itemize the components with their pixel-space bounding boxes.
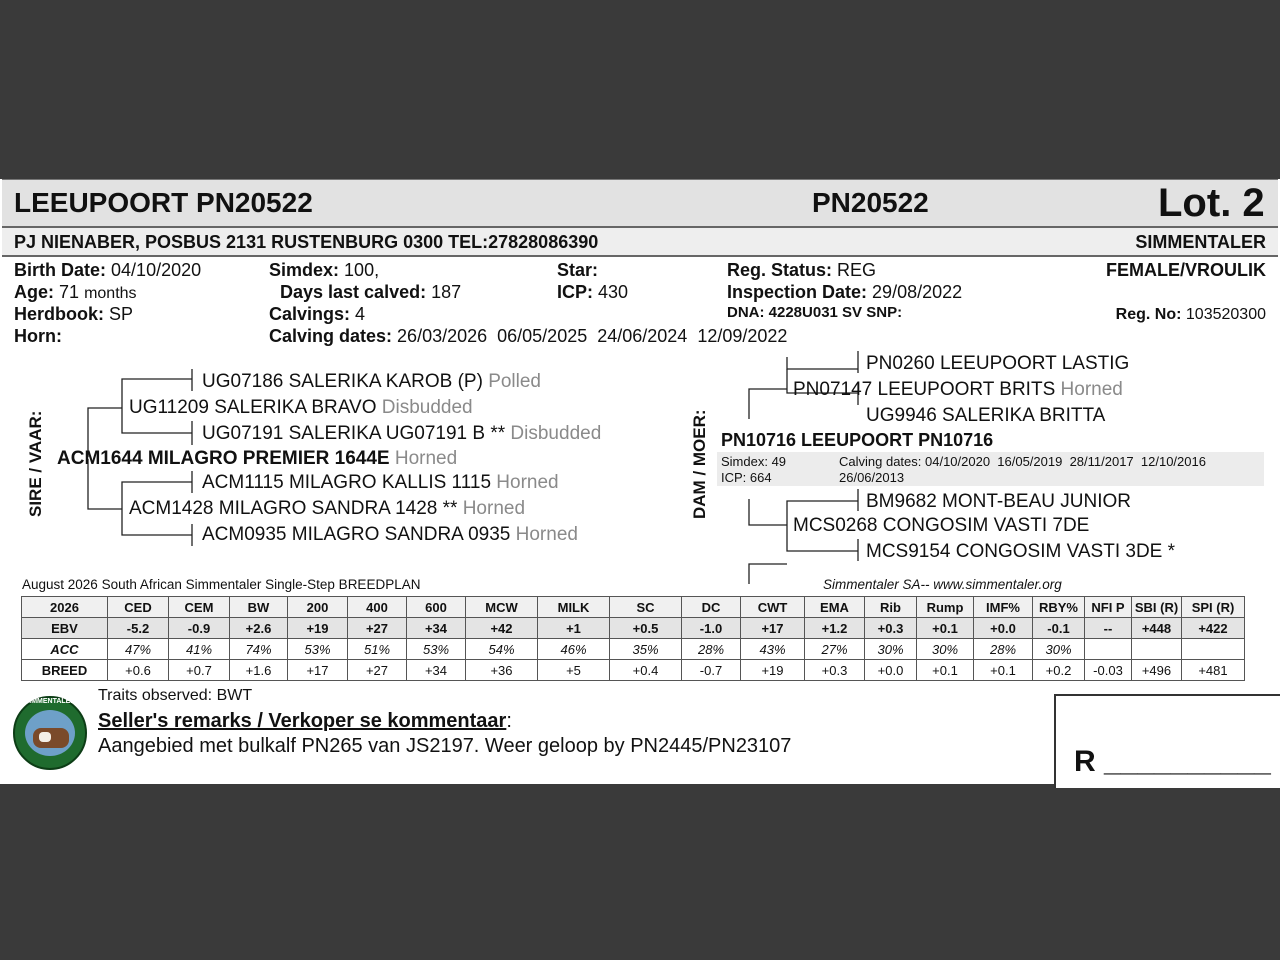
dam-sire-dam: UG9946 SALERIKA BRITTA — [866, 405, 1106, 426]
ebv-cell: +0.4 — [610, 660, 682, 681]
calvings: Calvings: 4 — [269, 304, 366, 324]
inspection-date: Inspection Date: 29/08/2022 — [727, 282, 963, 302]
dam-sire: PN07147 LEEUPOORT BRITS Horned — [793, 379, 1123, 400]
ebv-cell: +0.1 — [974, 660, 1033, 681]
traits-observed: Traits observed: BWT — [98, 687, 253, 704]
row-label: BREED — [22, 660, 108, 681]
ebv-cell: 43% — [741, 639, 805, 660]
ebv-cell: +34 — [407, 618, 466, 639]
ebv-cell: 51% — [348, 639, 407, 660]
sex: FEMALE/VROULIK — [1106, 260, 1266, 280]
sire-dam-sire: ACM1115 MILAGRO KALLIS 1115 Horned — [202, 472, 559, 493]
dam-calving-dates-cont: 26/06/2013 — [839, 470, 905, 485]
ebv-cell: 200 — [288, 597, 348, 618]
ebv-cell: DC — [682, 597, 741, 618]
ebv-cell: -1.0 — [682, 618, 741, 639]
ebv-cell — [1132, 639, 1182, 660]
ebv-cell: +0.3 — [865, 618, 917, 639]
ebv-cell: MILK — [538, 597, 610, 618]
lot-card — [0, 179, 1280, 784]
ebv-cell — [1182, 639, 1245, 660]
ebv-cell: Rump — [917, 597, 974, 618]
ebv-cell: 27% — [805, 639, 865, 660]
sire: ACM1644 MILAGRO PREMIER 1644E Horned — [57, 448, 458, 469]
ebv-cell: 46% — [538, 639, 610, 660]
ebv-cell: +0.0 — [974, 618, 1033, 639]
ebv-cell: +422 — [1182, 618, 1245, 639]
ebv-table — [21, 596, 1245, 681]
ebv-cell: SBI (R) — [1132, 597, 1182, 618]
dam-icp: ICP: 664 — [721, 470, 772, 485]
ebv-header-row — [22, 597, 1245, 618]
dam-dam-sire: BM9682 MONT-BEAU JUNIOR — [866, 491, 1131, 512]
ebv-cell: 53% — [407, 639, 466, 660]
ebv-cell: +0.3 — [805, 660, 865, 681]
ebv-cell: 47% — [108, 639, 169, 660]
reg-no: Reg. No: 103520300 — [1115, 306, 1266, 323]
ebv-cell: +1.2 — [805, 618, 865, 639]
ebv-cell: BW — [230, 597, 288, 618]
ebv-cell: +0.2 — [1033, 660, 1085, 681]
ebv-cell: MCW — [466, 597, 538, 618]
ebv-cell: +5 — [538, 660, 610, 681]
ebv-cell: 400 — [348, 597, 407, 618]
ebv-cell: +2.6 — [230, 618, 288, 639]
ebv-cell: 28% — [974, 639, 1033, 660]
simdex: Simdex: 100, — [269, 260, 380, 280]
ebv-cell: +496 — [1132, 660, 1182, 681]
ebv-cell: CED — [108, 597, 169, 618]
ebv-cell: +0.7 — [169, 660, 230, 681]
animal-id: PN20522 — [812, 187, 929, 218]
sire-dam: ACM1428 MILAGRO SANDRA 1428 ** Horned — [129, 498, 526, 519]
ebv-cell: SC — [610, 597, 682, 618]
row-label: ACC — [22, 639, 108, 660]
ebv-cell: +0.6 — [108, 660, 169, 681]
herdbook: Herdbook: SP — [14, 304, 134, 324]
owner-info: PJ NIENABER, POSBUS 2131 RUSTENBURG 0300 TEL:27828086390 — [14, 232, 599, 252]
animal-name: LEEUPOORT PN20522 — [14, 187, 313, 218]
ebv-cell: 54% — [466, 639, 538, 660]
dam-sire-sire: PN0260 LEEUPOORT LASTIG — [866, 353, 1130, 374]
ebv-cell: +1.6 — [230, 660, 288, 681]
ebv-cell: 35% — [610, 639, 682, 660]
dam-dam: MCS0268 CONGOSIM VASTI 7DE — [793, 515, 1090, 536]
sire-side-label: SIRE / VAAR: — [26, 410, 45, 517]
dam: PN10716 LEEUPOORT PN10716 — [721, 430, 994, 450]
ebv-cell: +0.1 — [917, 660, 974, 681]
ebv-cell: 53% — [288, 639, 348, 660]
ebv-cell: -0.7 — [682, 660, 741, 681]
simmentaler-logo: SIMMENTALER — [13, 696, 87, 770]
ebv-cell: 41% — [169, 639, 230, 660]
ebv-cell: SPI (R) — [1182, 597, 1245, 618]
ebv-cell: 600 — [407, 597, 466, 618]
ebv-cell: +481 — [1182, 660, 1245, 681]
ebv-cell: Rib — [865, 597, 917, 618]
ebv-cell: +34 — [407, 660, 466, 681]
ebv-cell: 30% — [1033, 639, 1085, 660]
ebv-cell: CWT — [741, 597, 805, 618]
star-label: Star: — [557, 260, 599, 280]
row-label: 2026 — [22, 597, 108, 618]
ebv-cell: -0.1 — [1033, 618, 1085, 639]
ebv-cell: +27 — [348, 618, 407, 639]
ebv-cell: 74% — [230, 639, 288, 660]
sire-sire-dam: UG07191 SALERIKA UG07191 B ** Disbudded — [202, 423, 602, 444]
row-label: EBV — [22, 618, 108, 639]
dam-simdex: Simdex: 49 — [721, 454, 787, 469]
ebv-cell: 30% — [917, 639, 974, 660]
ebv-cell: EMA — [805, 597, 865, 618]
ebv-cell: +448 — [1132, 618, 1182, 639]
lot-number: Lot. 2 — [1158, 181, 1265, 225]
calving-dates: Calving dates: 26/03/2026 06/05/2025 24/06/2024 12/09/2022 — [269, 326, 788, 346]
breed-label: SIMMENTALER — [1135, 232, 1266, 252]
ebv-cell: -- — [1085, 618, 1132, 639]
dna: DNA: 4228U031 SV SNP: — [727, 304, 903, 321]
ebv-cell: +27 — [348, 660, 407, 681]
birth-date: Birth Date: 04/10/2020 — [14, 260, 202, 280]
age: Age: 71 months — [14, 282, 137, 302]
breedplan-caption: August 2026 South African Simmentaler Single-Step BREEDPLAN — [22, 577, 421, 592]
ebv-cell: +17 — [741, 618, 805, 639]
ebv-cell: -5.2 — [108, 618, 169, 639]
breedplan-source: Simmentaler SA-- www.simmentaler.org — [823, 577, 1062, 592]
ebv-cell: 28% — [682, 639, 741, 660]
ebv-cell: RBY% — [1033, 597, 1085, 618]
ebv-cell: +36 — [466, 660, 538, 681]
ebv-cell: -0.9 — [169, 618, 230, 639]
breed-row — [22, 660, 1245, 681]
reg-status: Reg. Status: REG — [727, 260, 877, 280]
days-last-calved: Days last calved: 187 — [280, 282, 462, 302]
ebv-cell: CEM — [169, 597, 230, 618]
buyer-r-label: R __________ — [1074, 745, 1271, 778]
ebv-cell: IMF% — [974, 597, 1033, 618]
ebv-cell — [1085, 639, 1132, 660]
ebv-cell: -0.03 — [1085, 660, 1132, 681]
ebv-cell: +19 — [741, 660, 805, 681]
ebv-cell: +17 — [288, 660, 348, 681]
ebv-cell: +0.1 — [917, 618, 974, 639]
dam-side-label: DAM / MOER: — [690, 409, 709, 519]
remarks-text: Aangebied met bulkalf PN265 van JS2197. Weer geloop by PN2445/PN23107 — [98, 735, 792, 757]
sire-dam-dam: ACM0935 MILAGRO SANDRA 0935 Horned — [202, 524, 578, 545]
horn-label: Horn: — [14, 326, 62, 346]
ebv-cell: +0.0 — [865, 660, 917, 681]
ebv-cell: +0.5 — [610, 618, 682, 639]
ebv-cell: 30% — [865, 639, 917, 660]
ebv-cell: +1 — [538, 618, 610, 639]
sire-sire: UG11209 SALERIKA BRAVO Disbudded — [129, 397, 473, 418]
icp: ICP: 430 — [557, 282, 629, 302]
dam-dam-dam: MCS9154 CONGOSIM VASTI 3DE * — [866, 541, 1176, 562]
ebv-cell: +19 — [288, 618, 348, 639]
acc-row — [22, 639, 1245, 660]
ebv-cell: +42 — [466, 618, 538, 639]
dam-calving-dates: Calving dates: 04/10/2020 16/05/2019 28/11/2017 12/10/2016 — [839, 454, 1206, 469]
remarks-title: Seller's remarks / Verkoper se kommentaar: — [98, 710, 512, 732]
sire-sire-sire: UG07186 SALERIKA KAROB (P) Polled — [202, 371, 542, 392]
ebv-row — [22, 618, 1245, 639]
ebv-cell: NFI P — [1085, 597, 1132, 618]
